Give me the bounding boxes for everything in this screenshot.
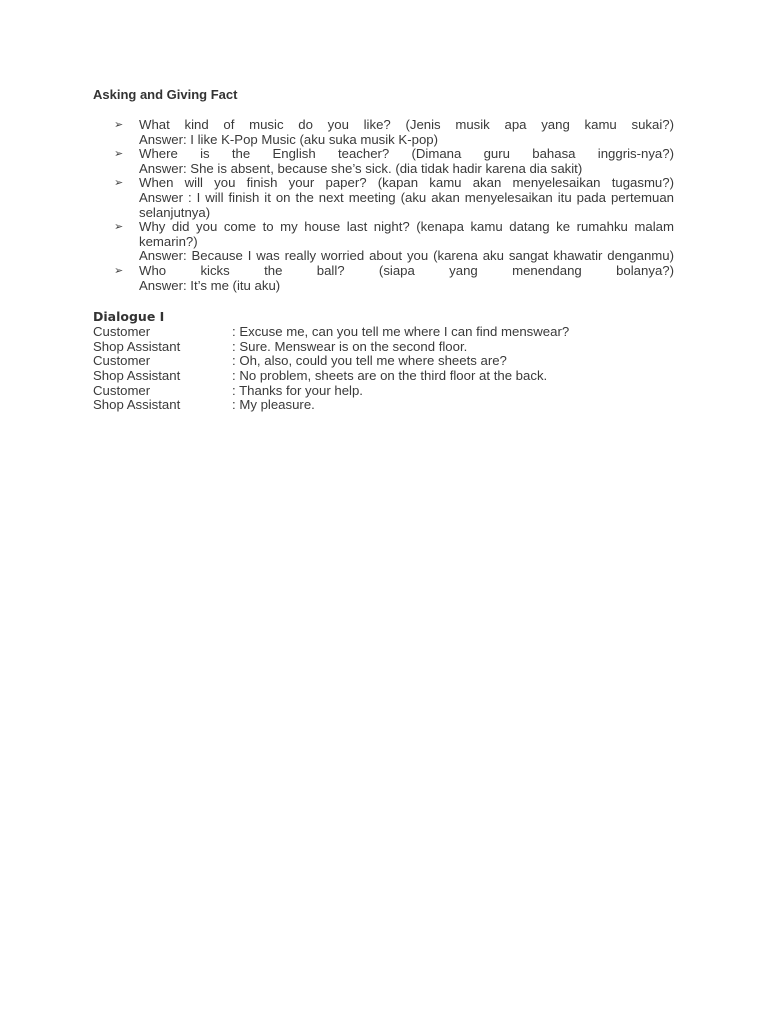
arrow-bullet-icon: ➢	[114, 221, 124, 234]
qa-item	[114, 264, 674, 293]
arrow-bullet-icon: ➢	[114, 119, 124, 131]
dialogue-line	[93, 369, 653, 384]
utterance-text: : Excuse me, can you tell me where I can find menswear?	[232, 324, 570, 339]
speaker-name: Customer	[93, 353, 151, 369]
dialogue-line	[93, 325, 653, 340]
qa-item	[114, 118, 674, 147]
arrow-bullet-icon: ➢	[114, 177, 124, 190]
utterance-text: : No problem, sheets are on the third floor at the back.	[232, 368, 548, 384]
dialogue-line	[93, 340, 653, 355]
utterance-text: : Thanks for your help.	[232, 382, 363, 398]
arrow-bullet-icon: ➢	[114, 148, 124, 161]
question-text: When will you finish your paper? (kapan kamu akan menyelesaikan tugasmu?)	[139, 175, 674, 191]
answer-text: Answer: She is absent, because she’s sick. (dia tidak hadir karena dia sakit)	[139, 160, 583, 176]
dialogue-line	[93, 398, 653, 413]
qa-item	[114, 220, 674, 264]
qa-item	[114, 147, 674, 176]
speaker-name: Shop Assistant	[93, 368, 181, 384]
utterance-text: : My pleasure.	[232, 397, 315, 413]
speaker-name: Customer	[93, 382, 151, 398]
speaker-name: Customer	[93, 324, 151, 339]
utterance-text: : Sure. Menswear is on the second floor.	[232, 338, 468, 354]
question-text: What kind of music do you like? (Jenis musik apa yang kamu sukai?)	[139, 117, 674, 132]
answer-text: Answer : I will finish it on the next meeting (aku akan menyelesaikan itu pada pertemuan selanjutnya)	[139, 189, 674, 220]
page-heading: Asking and Giving Fact	[93, 87, 238, 102]
qa-item	[114, 176, 674, 220]
answer-text: Answer: It’s me (itu aku)	[139, 277, 281, 293]
dialogue-line	[93, 354, 653, 369]
dialogue-line	[93, 384, 653, 399]
speaker-name: Shop Assistant	[93, 338, 181, 354]
question-text: Why did you come to my house last night? (kenapa kamu datang ke rumahku malam kemarin?)	[139, 219, 674, 249]
dialogue-title: Dialogue I	[93, 309, 165, 324]
arrow-bullet-icon: ➢	[114, 264, 124, 277]
question-text: Who kicks the ball? (siapa yang menendang bolanya?)	[139, 262, 674, 278]
utterance-text: : Oh, also, could you tell me where sheets are?	[232, 353, 507, 369]
answer-text: Answer: Because I was really worried about you (karena aku sangat khawatir denganmu)	[139, 248, 674, 264]
speaker-name: Shop Assistant	[93, 397, 181, 413]
dialogue-table	[93, 325, 653, 413]
answer-text: Answer: I like K-Pop Music (aku suka musik K-pop)	[139, 131, 439, 147]
qa-list	[114, 118, 674, 293]
question-text: Where is the English teacher? (Dimana guru bahasa inggris-nya?)	[139, 146, 674, 162]
